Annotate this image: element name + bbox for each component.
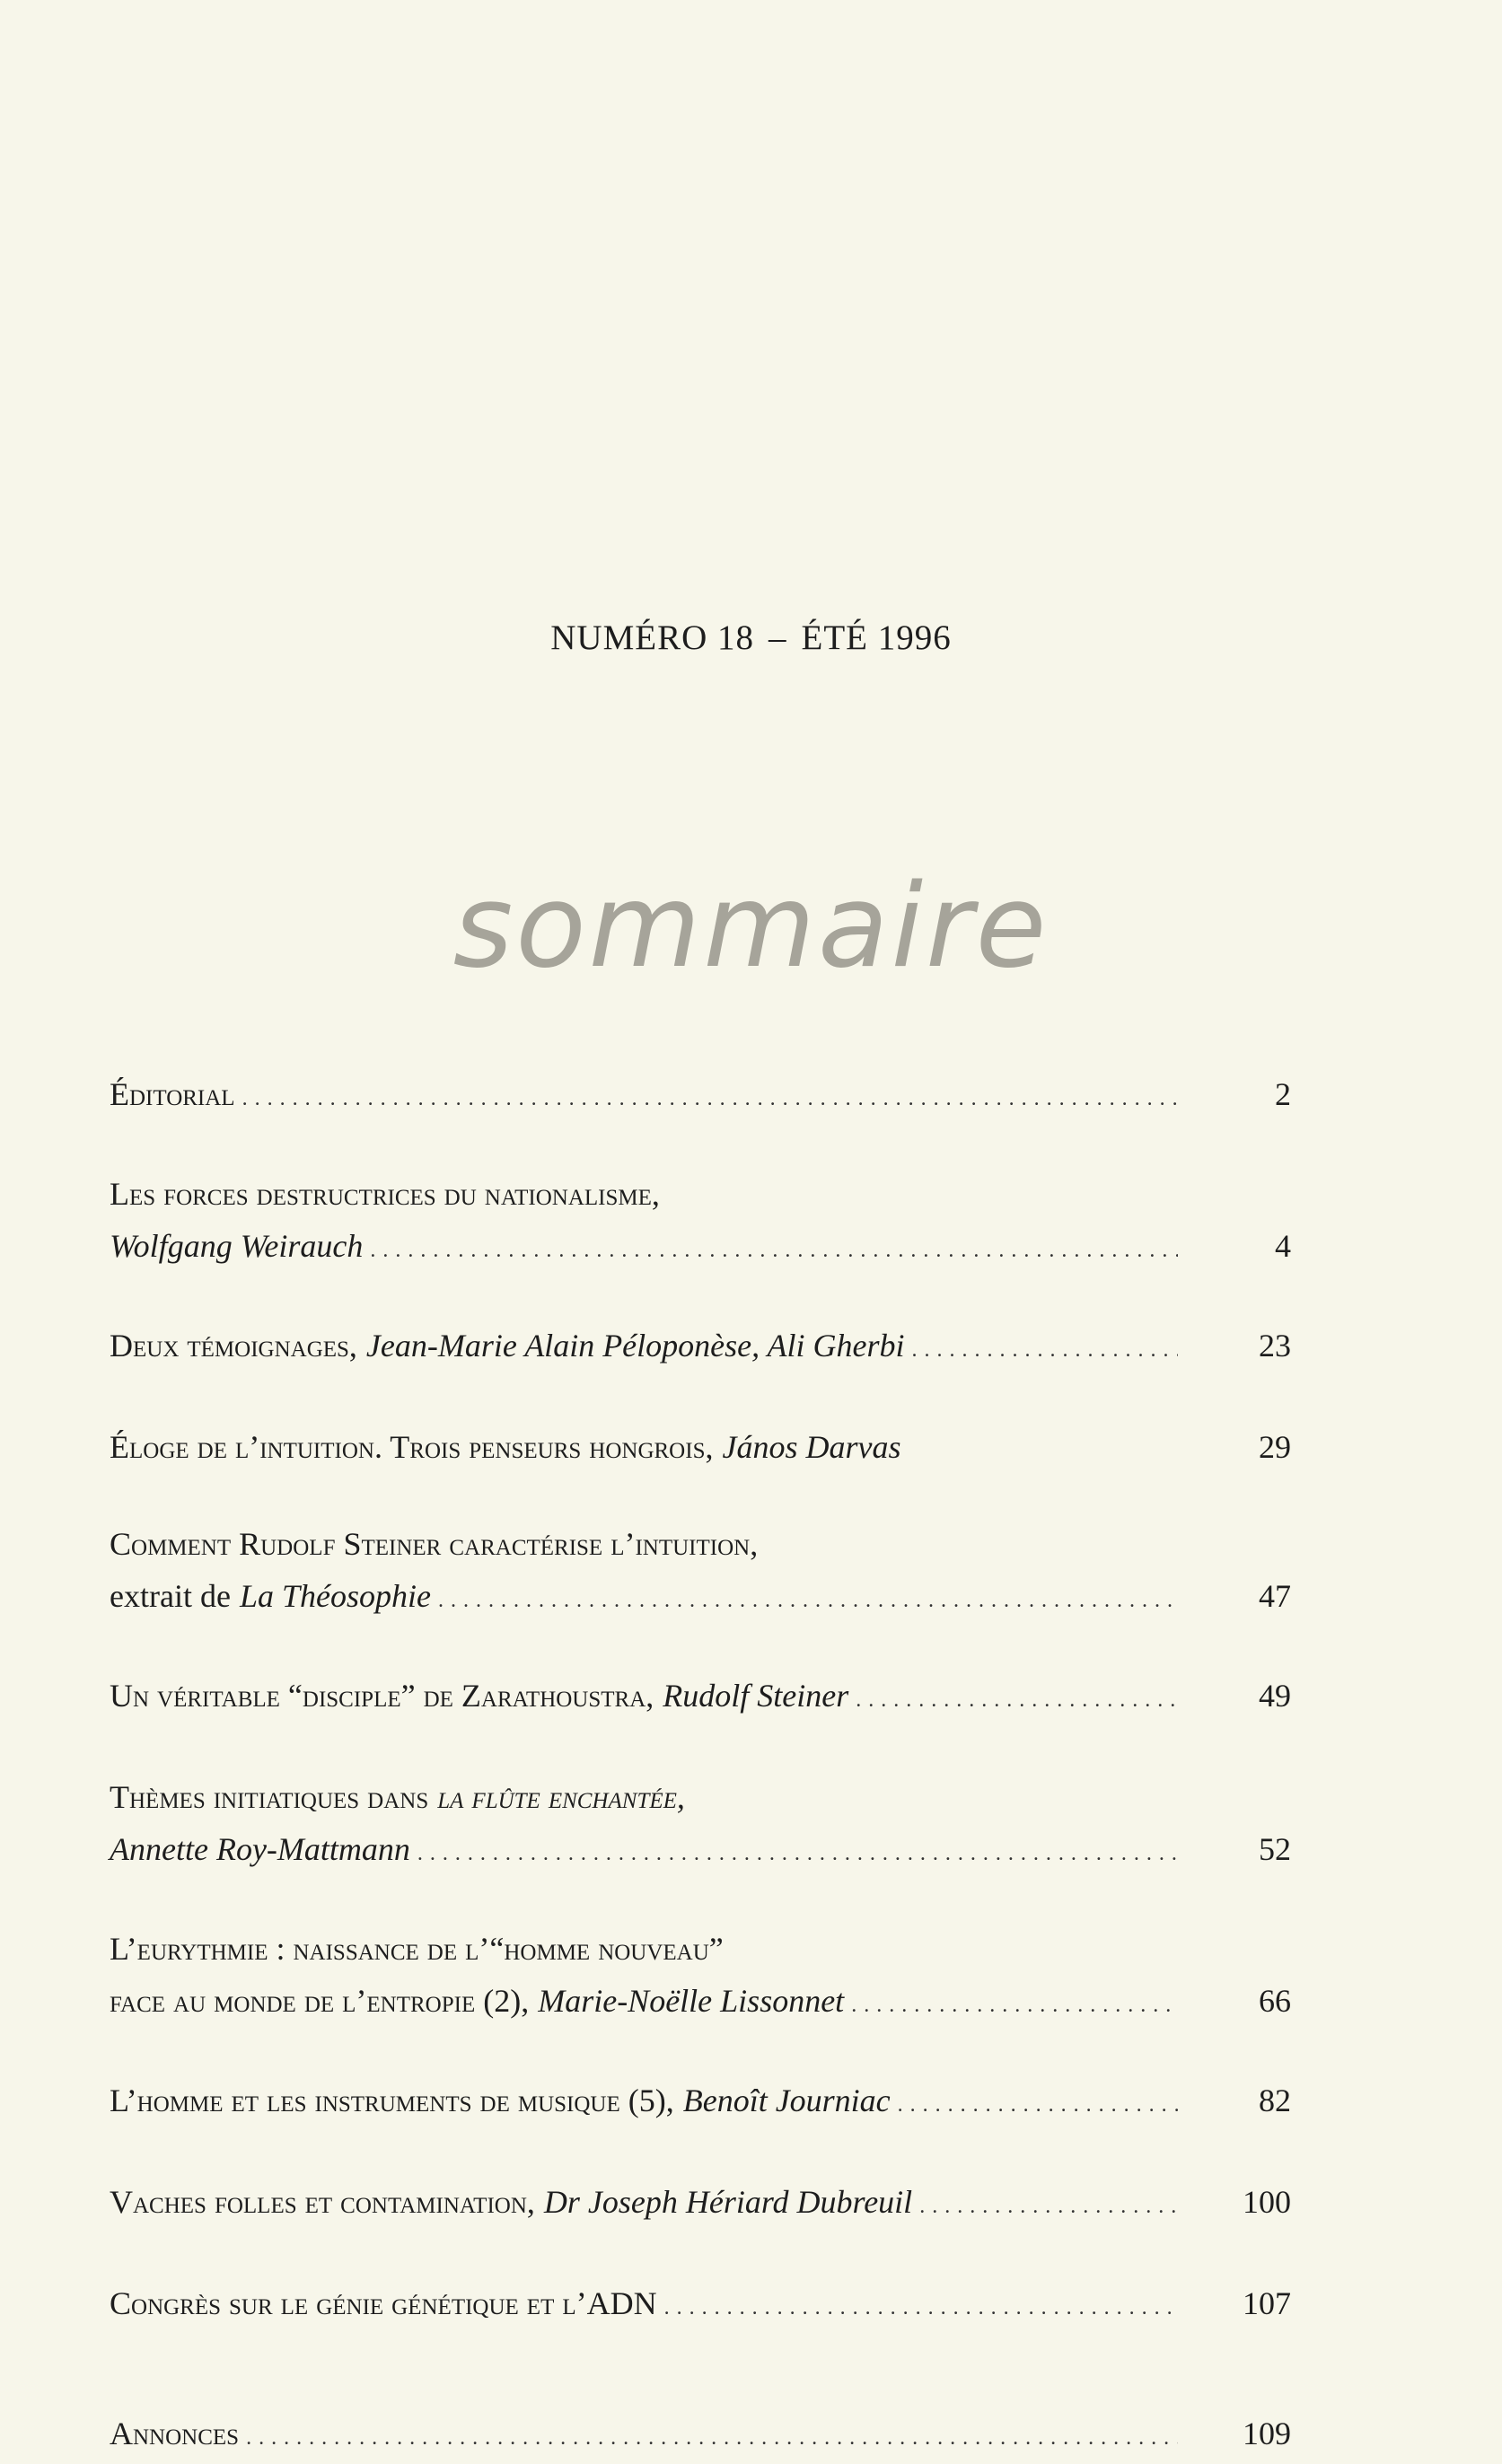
toc-title: Annonces <box>110 2416 240 2451</box>
issue-season: ÉTÉ 1996 <box>801 618 952 657</box>
leader-dots <box>919 2180 1178 2232</box>
toc-title: L’eurythmie : naissance de l’“homme nouveau” <box>110 1931 724 1967</box>
toc-author: Jean-Marie Alain Péloponèse, Ali Gherbi <box>365 1328 905 1364</box>
leader-dots <box>664 2282 1178 2334</box>
leader-dots <box>911 1324 1178 1376</box>
page-number: 23 <box>1259 1328 1291 1364</box>
page-number: 2 <box>1275 1076 1291 1112</box>
toc-entry-intuition <box>110 1518 1293 1627</box>
leader-dots <box>856 1674 1178 1726</box>
toc-title-work: la flûte enchantée, <box>437 1779 685 1815</box>
toc-title: Éditorial <box>110 1076 235 1112</box>
toc-author: Dr Joseph Hériard Dubreuil <box>543 2184 913 2220</box>
toc-author: Benoît Journiac <box>682 2083 891 2118</box>
leader-dots <box>242 1073 1178 1125</box>
leader-dots <box>370 1224 1178 1276</box>
page-title: sommaire <box>452 860 1050 994</box>
toc-entry-instruments <box>110 2074 1293 2131</box>
toc-title: Deux témoignages, <box>110 1328 357 1364</box>
toc-title: Les forces destructrices du nationalisme, <box>110 1176 660 1212</box>
toc-entry-annonces <box>110 2407 1293 2464</box>
page-number: 66 <box>1259 1983 1291 2019</box>
page-number: 52 <box>1259 1831 1291 1867</box>
page-number: 82 <box>1259 2083 1291 2118</box>
toc-entry-editorial <box>110 1068 1293 1125</box>
toc-entry-vaches <box>110 2176 1293 2232</box>
leader-dots <box>417 1828 1178 1880</box>
page-number: 109 <box>1243 2416 1291 2451</box>
toc-title: Vaches folles et contamination, <box>110 2184 535 2220</box>
toc-entry-congres <box>110 2277 1293 2334</box>
header-dash: – <box>769 618 787 657</box>
toc-entry-nationalisme <box>110 1168 1293 1276</box>
page-number: 47 <box>1259 1578 1291 1614</box>
page-number: 29 <box>1259 1429 1291 1465</box>
toc-title-cont: face au monde de l’entropie (2), <box>110 1983 530 2019</box>
leader-dots <box>851 1979 1178 2031</box>
toc-title: Congrès sur le génie génétique et l’ADN <box>110 2285 657 2321</box>
toc-author: Marie-Noëlle Lissonnet <box>538 1983 845 2019</box>
leader-dots <box>438 1574 1178 1627</box>
toc-title: Thèmes initiatiques dans <box>110 1779 429 1815</box>
issue-header <box>0 618 1502 658</box>
toc-source: La Théosophie <box>239 1578 431 1614</box>
toc-title: L’homme et les instruments de musique (5), <box>110 2083 674 2118</box>
page-number: 107 <box>1243 2285 1291 2321</box>
page-number: 100 <box>1243 2184 1291 2220</box>
toc-author: Rudolf Steiner <box>663 1678 849 1714</box>
toc-entry-flute <box>110 1771 1293 1880</box>
table-of-contents <box>110 1068 1293 2451</box>
issue-number: NUMÉRO 18 <box>550 618 755 657</box>
toc-title: Un véritable “disciple” de Zarathoustra, <box>110 1678 654 1714</box>
toc-author: János Darvas <box>722 1429 901 1465</box>
toc-author: Annette Roy-Mattmann <box>110 1831 410 1867</box>
leader-dots <box>246 2412 1178 2464</box>
page-number: 4 <box>1275 1228 1291 1264</box>
toc-author: Wolfgang Weirauch <box>110 1228 364 1264</box>
toc-title: Comment Rudolf Steiner caractérise l’intuition, <box>110 1526 759 1562</box>
toc-title: Éloge de l’intuition. Trois penseurs hongrois, <box>110 1429 714 1465</box>
leader-dots <box>898 2079 1178 2131</box>
toc-subtitle: extrait de <box>110 1578 231 1614</box>
toc-entry-eloge <box>110 1421 1293 1473</box>
toc-entry-zarathoustra <box>110 1670 1293 1726</box>
toc-entry-temoignages <box>110 1320 1293 1376</box>
toc-entry-eurythmie <box>110 1923 1293 2031</box>
page-number: 49 <box>1259 1678 1291 1714</box>
